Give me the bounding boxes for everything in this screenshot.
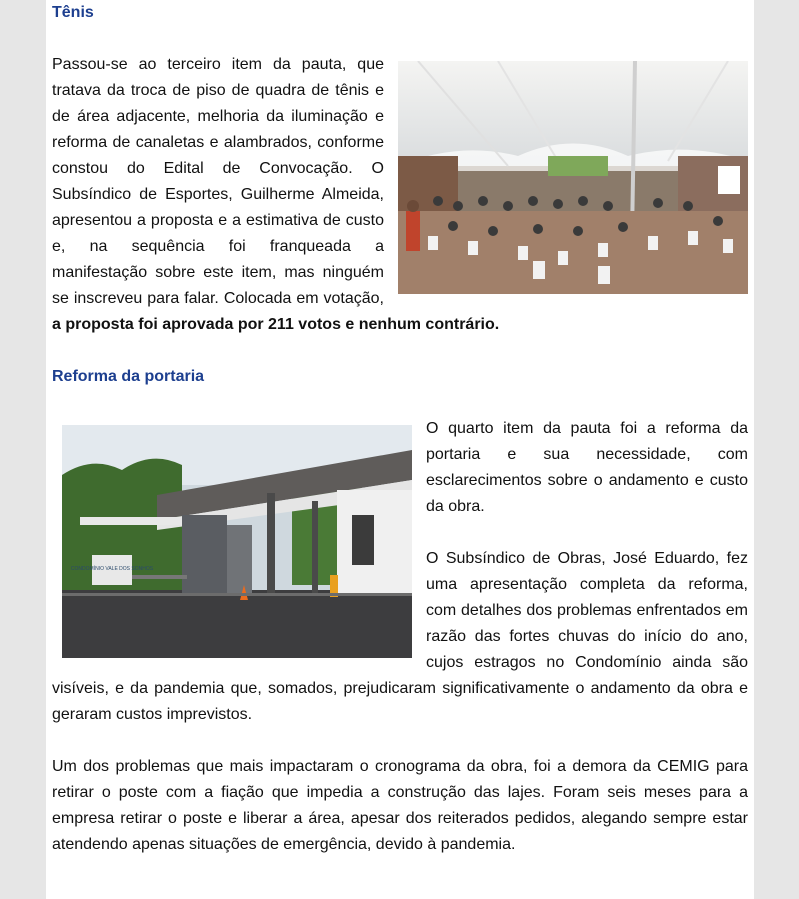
tennis-paragraph-text: Passou-se ao terceiro item da pauta, que tratava da troca de piso de quadra de tênis e de área adjacente, melhoria da iluminação e reforma de canaletas e alambrados, conforme constou do Edital de Convocação. O Subsíndico de Esportes, Guilherme Almeida, apresentou a proposta e a estimativa de custo e, na sequência foi franqueada a manifestação sobre este item, mas ninguém se inscreveu para falar. Colocada em votação, (52, 56, 384, 307)
section-heading-portaria: Reforma da portaria (52, 368, 205, 385)
section-heading-tennis: Tênis (52, 4, 94, 21)
gate-sign: CONDOMÍNIO VALE DOS SONHOS (70, 566, 154, 572)
portaria-paragraph-1: O quarto item da pauta foi a reforma da portaria e sua necessidade, com esclarecimentos sobre o andamento e custo da obra. (426, 420, 748, 515)
portaria-paragraph-3: Um dos problemas que mais impactaram o cronograma da obra, foi a demora da CEMIG para retirar o poste com a fiação que impedia a construção das lajes. Foram seis meses para a empresa retirar o poste e liberar a área, apesar dos reiterados pedidos, alegando sempre estar atendendo apenas situações de emergência, devido à pandemia. (52, 758, 748, 853)
portaria-paragraph-2: O Subsíndico de Obras, José Eduardo, fez uma apresentação completa da reforma, com detalhes dos problemas enfrentados em razão das fortes chuvas do início do ano, cujos estragos no Condomínio ainda são visíveis, e da pandemia que, somados, prejudicaram significativamente o andamento da obra e geraram custos imprevistos. (52, 550, 748, 723)
gatehouse-photo (62, 425, 412, 658)
tennis-vote-result: a proposta foi aprovada por 211 votos e nenhum contrário. (52, 316, 500, 333)
tent-assembly-photo (398, 61, 748, 294)
article-content (52, 0, 748, 858)
article-page (46, 0, 754, 899)
